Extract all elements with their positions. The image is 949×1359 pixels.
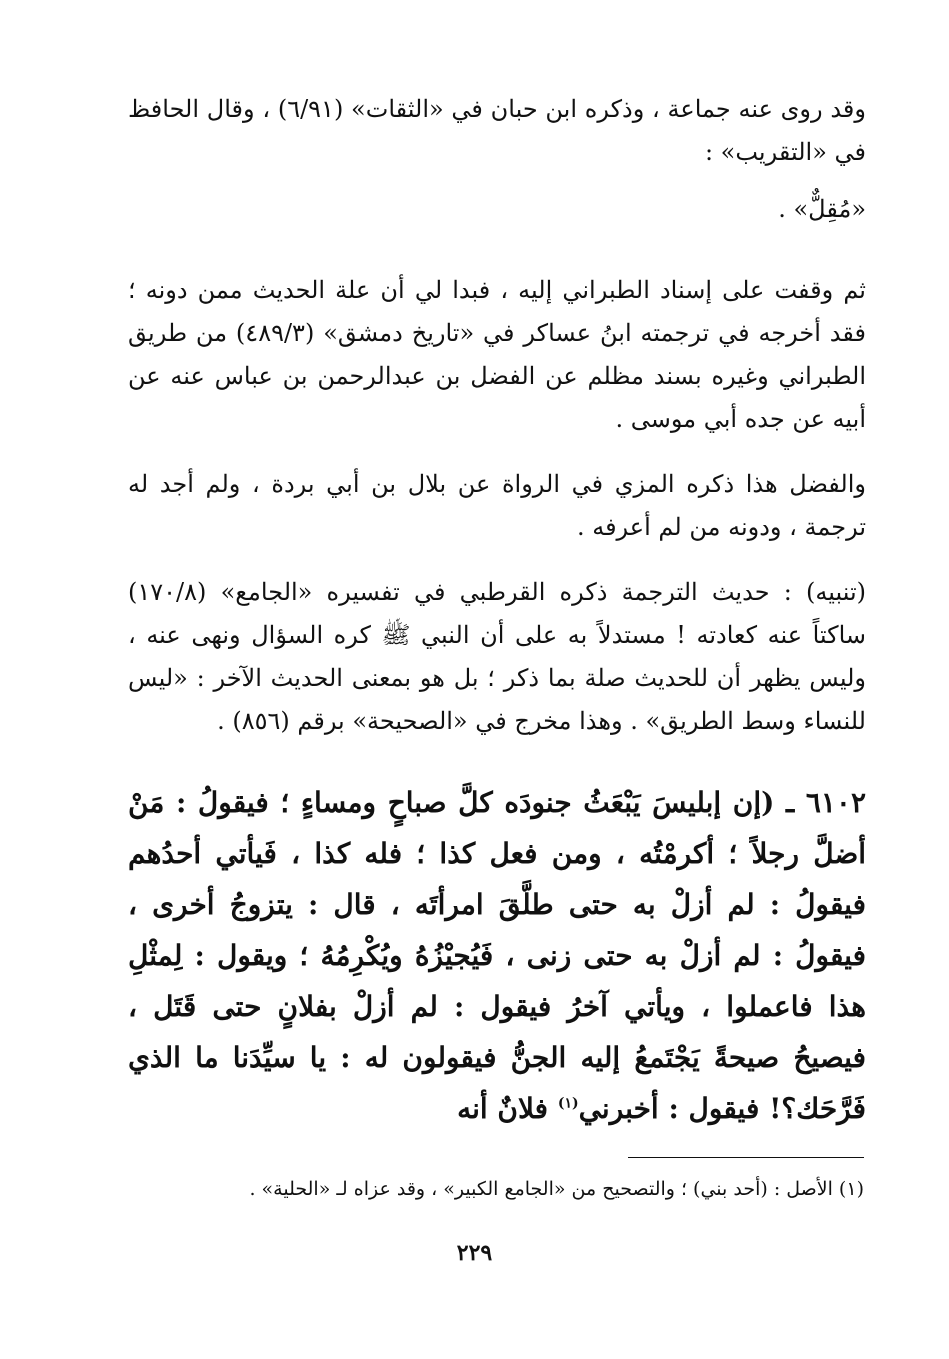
page-body [128, 88, 866, 1134]
footnote: (١) الأصل : (أحد بني) ؛ والتصحيح من «الجامع الكبير» ، وقد عزاه لـ «الحلية» . [249, 1178, 864, 1200]
page-number: ٢٢٩ [456, 1240, 493, 1266]
hadith-text [128, 777, 866, 1134]
paragraph: وقد روى عنه جماعة ، وذكره ابن حبان في «الثقات» (٦/٩١) ، وقال الحافظ في «التقريب» : [128, 95, 866, 166]
hadith-text-main: ٦١٠٢ ـ (إن إبليسَ يَبْعَثُ جنودَه كلَّ صباحٍ ومساءٍ ؛ فيقولُ : مَنْ أضلَّ رجلاً ؛ أكرمْتُه ، ومن فعل كذا ؛ فله كذا ، فَيأتي أحدُهم فيقولُ : لم أزلْ به حتى طلَّقَ امرأتَه ، قال : يتزوجُ أخرى ، فيقولُ : لم أزلْ به حتى زنى ، فَيُجيْزُهُ ويُكْرِمُهُ ؛ ويقول : لِمثْلِ هذا فاعملوا ، ويأتي آخرُ فيقول : لم أزلْ بفلانٍ حتى قَتَل ، فيصيحُ صيحةً يَجْتَمعُ إليه الجنُّ فيقولون له : يا سيِّدَنا ما الذي فَرَّحَك؟! فيقول : أخبرني [128, 786, 866, 1125]
paragraph: والفضل هذا ذكره المزي في الرواة عن بلال بن أبي بردة ، ولم أجد له ترجمة ، ودونه من لم أعرفه . [128, 470, 866, 541]
footnote-reference: (١) [557, 1095, 579, 1112]
paragraph: «مُقِلٌّ» . [778, 195, 866, 223]
note-paragraph: (تنبيه) : حديث الترجمة ذكره القرطبي في تفسيره «الجامع» (١٧٠/٨) ساكتاً عنه كعادته ! مستدلاً به على أن النبي ﷺ كره السؤال ونهى عنه ، وليس يظهر أن للحديث صلة بما ذكر ؛ بل هو بمعنى الحديث الآخر : «ليس للنساء وسط الطريق» . وهذا مخرج في «الصحيحة» برقم (٨٥٦) . [128, 578, 866, 735]
paragraph: ثم وقفت على إسناد الطبراني إليه ، فبدا لي أن علة الحديث ممن دونه ؛ فقد أخرجه في ترجمته ابنُ عساكر في «تاريخ دمشق» (٤٨٩/٣) من طريق الطبراني وغيره بسند مظلم عن الفضل بن عبدالرحمن بن عباس عنه عن أبيه عن جده أبي موسى . [128, 276, 866, 433]
footnote-divider [628, 1157, 864, 1158]
hadith-text-tail: فلانٌ أنه [457, 1092, 558, 1125]
